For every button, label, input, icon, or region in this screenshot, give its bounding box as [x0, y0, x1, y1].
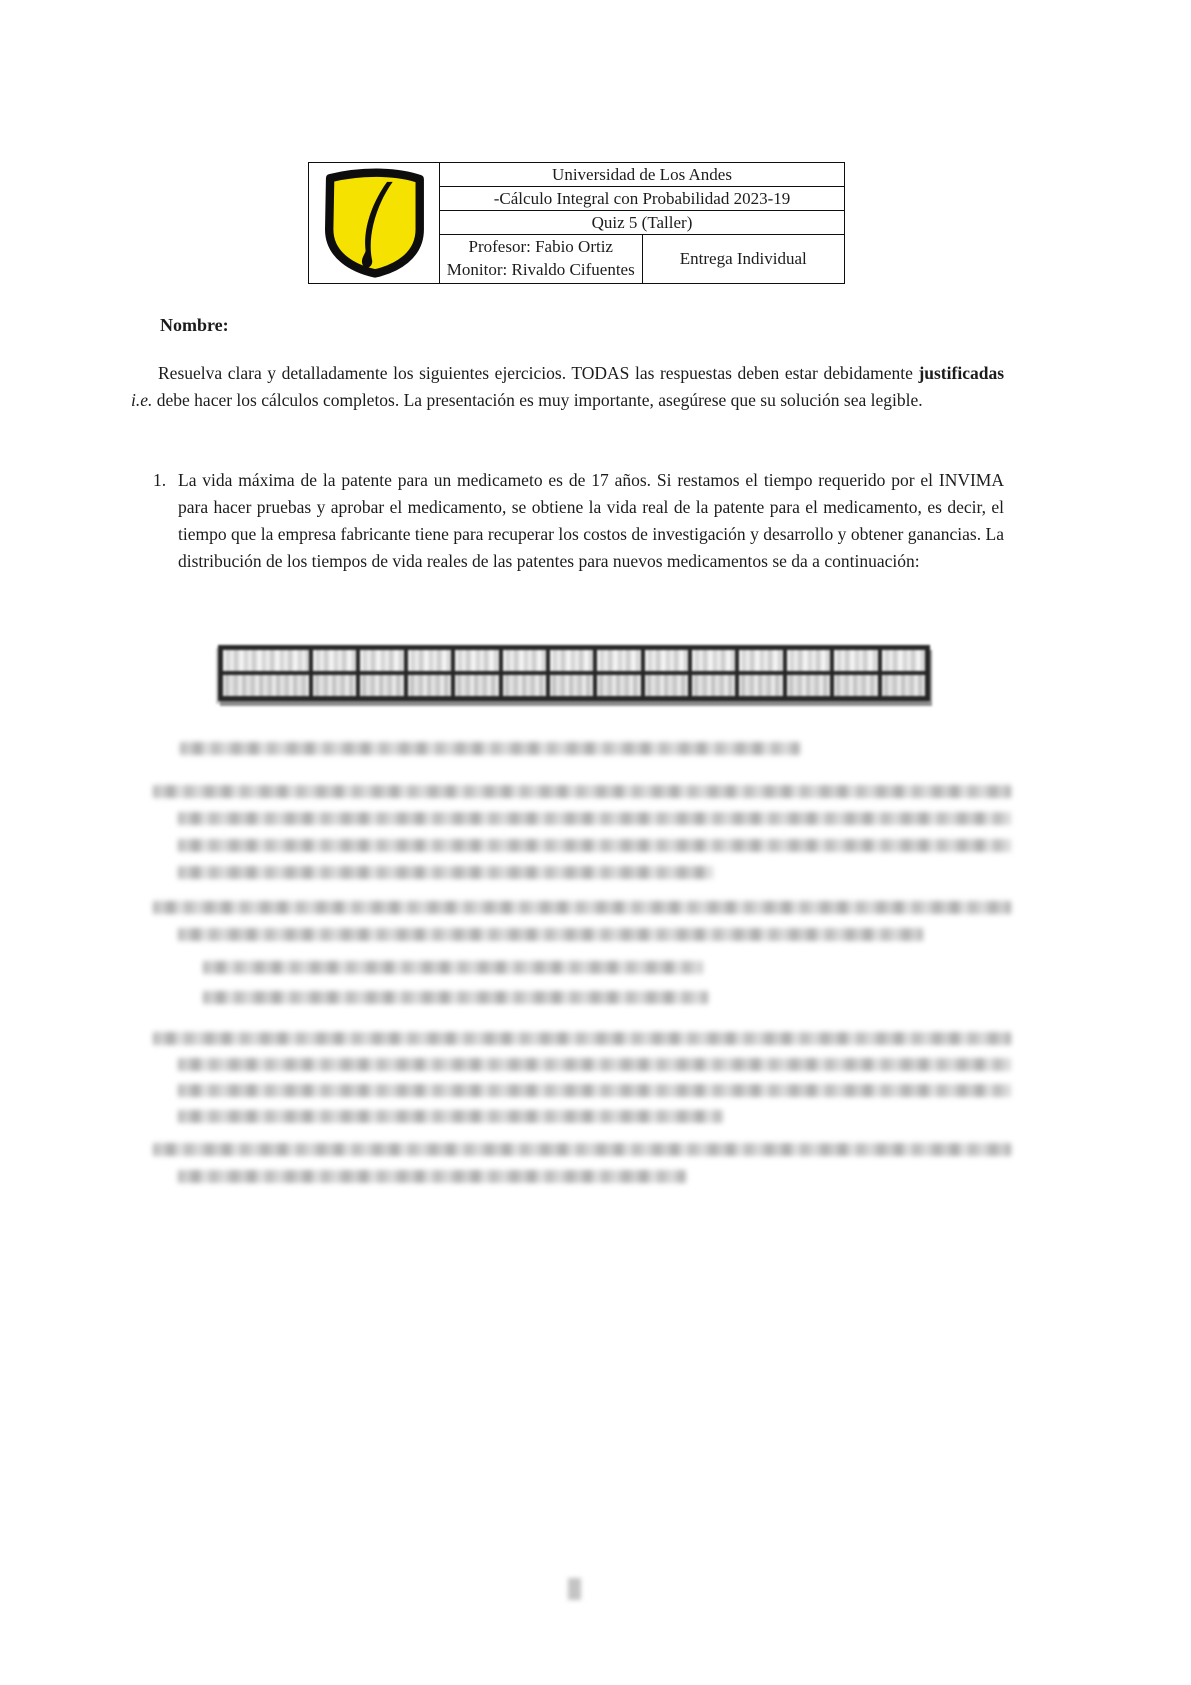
- university-logo: [309, 163, 440, 284]
- blurred-text-line: [178, 1110, 723, 1123]
- distribution-table-cell-blurred: [408, 675, 451, 696]
- instructions-part1: Resuelva clara y detalladamente los siguientes ejercicios. TODAS las respuestas deben estar debidamente: [158, 363, 919, 383]
- distribution-table-cell-blurred: [882, 675, 925, 696]
- distribution-table-cell-blurred: [360, 675, 403, 696]
- distribution-table-cell-blurred: [739, 650, 782, 671]
- blurred-text-line: [178, 1058, 1011, 1071]
- header-institution: Universidad de Los Andes: [440, 163, 845, 187]
- distribution-table-cell-blurred: [645, 650, 688, 671]
- distribution-table-cell-blurred: [503, 675, 546, 696]
- blurred-question-line: [180, 742, 800, 755]
- distribution-table-cell-blurred: [739, 675, 782, 696]
- distribution-table-cell-blurred: [550, 675, 593, 696]
- header-monitor: Monitor: Rivaldo Cifuentes: [446, 259, 635, 279]
- blurred-text-line: [153, 1143, 1011, 1156]
- header-delivery: Entrega Individual: [642, 235, 845, 284]
- header-staff-cell: [440, 235, 643, 284]
- distribution-table-cell-blurred: [597, 675, 640, 696]
- blurred-text-line: [178, 866, 713, 879]
- page-number-blurred: [568, 1578, 581, 1600]
- blurred-text-line: [153, 901, 1011, 914]
- instructions-paragraph: [131, 360, 1004, 414]
- distribution-table-cell-blurred: [834, 650, 877, 671]
- distribution-table-cell-blurred: [692, 650, 735, 671]
- blurred-text-line: [153, 1032, 1011, 1045]
- distribution-table-cell-blurred: [313, 650, 356, 671]
- distribution-table-cell-blurred: [455, 675, 498, 696]
- uniandes-shield-icon: [318, 167, 430, 279]
- exercise1-number: 1.: [153, 470, 167, 490]
- distribution-table-cell-blurred: [834, 675, 877, 696]
- name-label: Nombre:: [160, 315, 229, 335]
- blurred-text-line: [178, 1084, 1011, 1097]
- distribution-table-cell-blurred: [408, 650, 451, 671]
- instructions-part2: debe hacer los cálculos completos. La presentación es muy importante, asegúrese que su solución sea legible.: [156, 390, 923, 410]
- exercise1-text: La vida máxima de la patente para un medicameto es de 17 años. Si restamos el tiempo requerido por el INVIMA para hacer pruebas y aprobar el medicamento, se obtiene la vida real de la patente para el medicamento, es decir, el tiempo que la empresa fabricante tiene para recuperar los costos de investigación y desarrollo y obtener ganancias. La distribución de los tiempos de vida reales de las patentes para nuevos medicamentos se da a continuación:: [178, 470, 1004, 571]
- distribution-table-cell-blurred: [550, 650, 593, 671]
- distribution-table-cell-blurred: [787, 650, 830, 671]
- blurred-text-line: [178, 1170, 686, 1183]
- blurred-text-line: [178, 812, 1011, 825]
- distribution-table-cell-blurred: [313, 675, 356, 696]
- header-course: -Cálculo Integral con Probabilidad 2023-19: [440, 187, 845, 211]
- distribution-table-cell-blurred: [503, 650, 546, 671]
- blurred-subitem-b-line: [203, 991, 708, 1004]
- blurred-text-line: [178, 839, 1011, 852]
- distribution-table-cell-blurred: [645, 675, 688, 696]
- distribution-table-cell-blurred: [223, 650, 309, 671]
- blurred-text-line: [178, 928, 923, 941]
- blurred-text-line: [153, 785, 1011, 798]
- distribution-table-cell-blurred: [882, 650, 925, 671]
- distribution-table-blurred: [218, 645, 930, 701]
- distribution-table-cell-blurred: [360, 650, 403, 671]
- blurred-subitem-a-line: [203, 961, 703, 974]
- instructions-bold-word: justificadas: [918, 363, 1004, 383]
- header-table: [308, 162, 845, 284]
- header-quiz-title: Quiz 5 (Taller): [440, 211, 845, 235]
- distribution-table-cell-blurred: [223, 675, 309, 696]
- distribution-table-cell-blurred: [597, 650, 640, 671]
- instructions-italic-abbrev: i.e.: [131, 390, 157, 410]
- header-professor: Profesor: Fabio Ortiz: [468, 237, 613, 256]
- distribution-table-cell-blurred: [692, 675, 735, 696]
- distribution-table-cell-blurred: [455, 650, 498, 671]
- distribution-table-cell-blurred: [787, 675, 830, 696]
